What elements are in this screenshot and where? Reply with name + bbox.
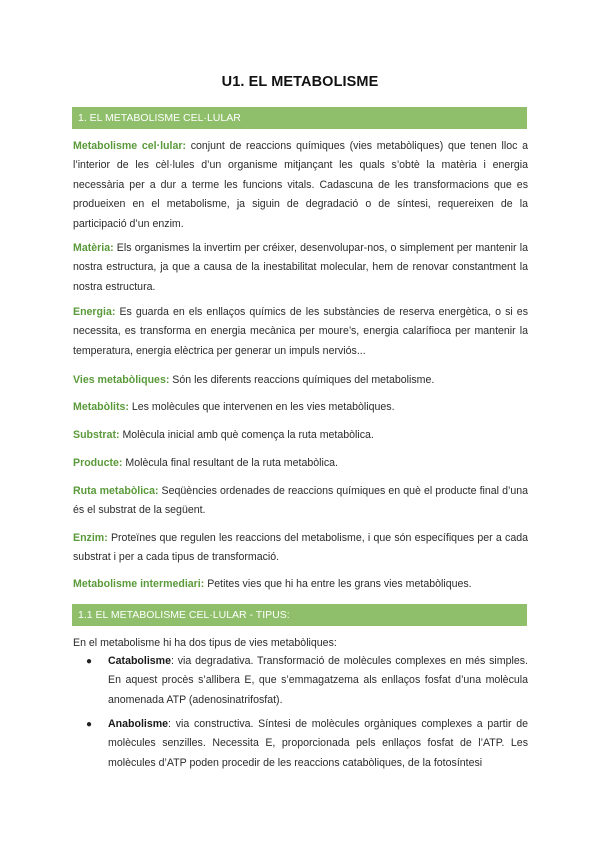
definition-vies-metaboliques — [73, 371, 528, 390]
section-heading-metabolisme: 1. EL METABOLISME CEL·LULAR — [72, 107, 527, 129]
definition-metabolits — [73, 398, 528, 417]
definition-text: Proteïnes que regulen les reaccions del metabolisme, i que són específiques per a cada substrat i per a cada tipus de transformació. — [73, 532, 528, 564]
definition-text: Són les diferents reaccions químiques del metabolisme. — [169, 374, 435, 386]
definition-term: Metabòlits: — [73, 401, 129, 413]
page-title: U1. EL METABOLISME — [221, 74, 379, 90]
list-item-text: : via constructiva. Síntesi de molècules orgàniques complexes a partir de molècules senzilles. Necessita E, proporcionada pels enllaços fosfat de l’ATP. Les molècules d’ATP poden procedir de les reaccions catabòliques, de la fotosíntesi — [108, 718, 528, 769]
bullet-icon: ● — [86, 719, 93, 730]
definition-text: Molècula inicial amb què comença la ruta metabòlica. — [119, 429, 374, 441]
definition-text: conjunt de reaccions químiques (vies metabòliques) que tenen lloc a l’interior de les cèl·lules d’un organisme mitjançant les quals s’obtè la matèria i energia necessària per a dur a terme les funcions vitals. Cadascuna de les transformacions que es produeixen en el metabolisme, ja siguin de degradació o de síntesi, requereixen de la participació d’un enzim. — [73, 140, 528, 230]
definition-term: Enzim: — [73, 532, 108, 544]
definition-term: Vies metabòliques: — [73, 374, 170, 386]
definition-metabolisme-intermediari — [73, 575, 528, 594]
list-item-catabolisme — [108, 652, 528, 710]
bullet-icon: ● — [86, 656, 93, 667]
definition-text: Es guarda en els enllaços químics de les substàncies de reserva energètica, o si es necessita, es transforma en energia mecànica per moure’s, energia calarífioca per mantenir la temperatura, energia elèctrica per generar un impuls nerviós... — [73, 306, 528, 357]
definition-enzim — [73, 529, 528, 568]
definition-term: Ruta metabòlica: — [73, 485, 159, 497]
section-heading-tipus: 1.1 EL METABOLISME CEL·LULAR - TIPUS: — [72, 604, 527, 626]
definition-term: Substrat: — [73, 429, 120, 441]
definition-materia — [73, 239, 528, 297]
definition-text: Els organismes la invertim per créixer, desenvolupar-nos, o simplement per mantenir la nostra estructura, ja que a causa de la inestabilitat molecular, hem de renovar constantment la nostra estructura. — [73, 242, 528, 293]
section-intro: En el metabolisme hi ha dos tipus de vies metabòliques: — [73, 637, 337, 649]
definition-term: Energia: — [73, 306, 116, 318]
definition-energia — [73, 303, 528, 361]
definition-term: Metabolisme intermediari: — [73, 578, 205, 590]
definition-text: Petites vies que hi ha entre les grans vies metabòliques. — [204, 578, 472, 590]
list-item-term: Anabolisme — [108, 718, 169, 730]
definition-term: Metabolisme cel·lular: — [73, 140, 187, 152]
definition-metabolisme-cellular — [73, 137, 528, 234]
list-item-text: : via degradativa. Transformació de molècules complexes en més simples. En aquest procès s’allibera E, que s’emmagatzema als enllaços fosfat d’una molècula anomenada ATP (adenosinatrifosfat). — [108, 655, 528, 706]
list-item-term: Catabolisme — [108, 655, 171, 667]
definition-substrat — [73, 426, 528, 445]
definition-text: Molècula final resultant de la ruta metabòlica. — [122, 457, 338, 469]
definition-text: Seqüències ordenades de reaccions químiques en què el producte final d’una és el substrat de la següent. — [73, 485, 528, 517]
definition-text: Les molècules que intervenen en les vies metabòliques. — [128, 401, 395, 413]
list-item-anabolisme — [108, 715, 528, 773]
definition-producte — [73, 454, 528, 473]
definition-term: Producte: — [73, 457, 123, 469]
definition-ruta-metabolica — [73, 482, 528, 521]
definition-term: Matèria: — [73, 242, 114, 254]
